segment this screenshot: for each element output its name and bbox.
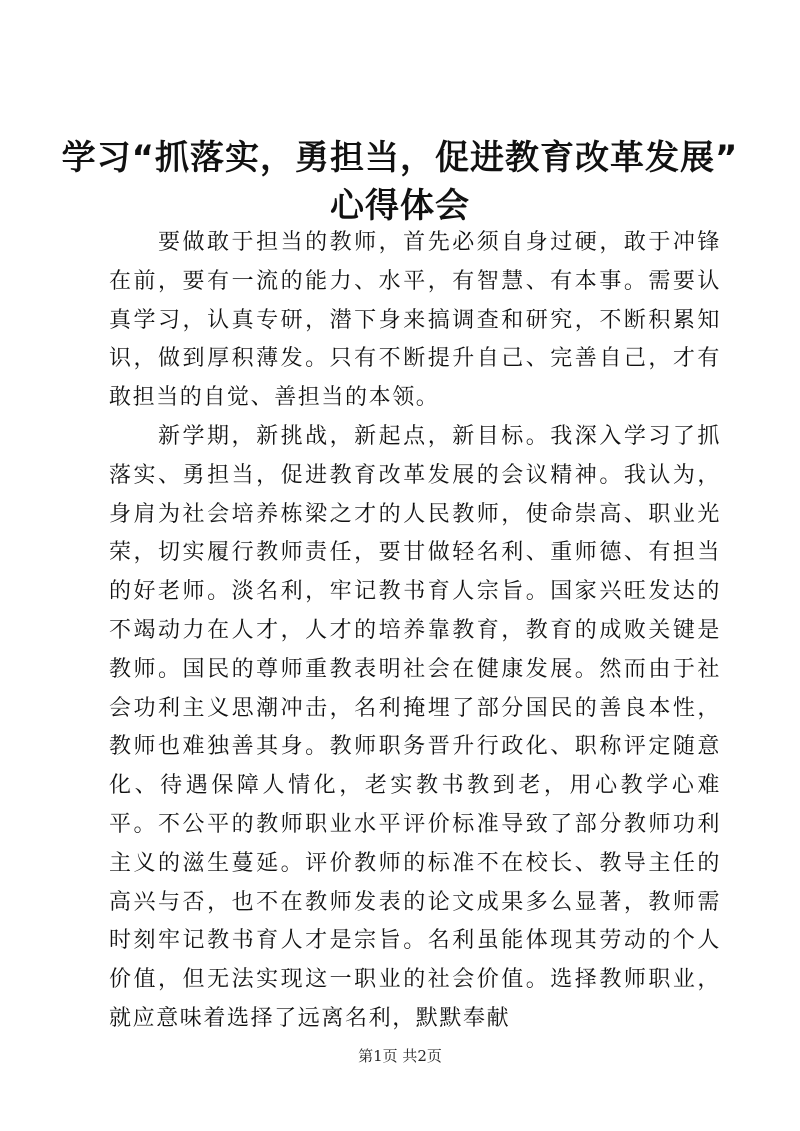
- page-footer: 第1页 共2页: [358, 1047, 442, 1065]
- document-title-line2: 心得体会: [330, 186, 470, 226]
- body-paragraph-2: 新学期，新挑战，新起点，新目标。我深入学习了抓落实、勇担当，促进教育改革发展的会议精神。我认为，身肩为社会培养栋梁之才的人民教师，使命崇高、职业光荣，切实履行教师责任，要甘做轻名利、重师德、有担当的好老师。淡名利，牢记教书育人宗旨。国家兴旺发达的不竭动力在人才，人才的培养靠教育，教育的成败关键是教师。国民的尊师重教表明社会在健康发展。然而由于社会功利主义思潮冲击，名利掩埋了部分国民的善良本性，教师也难独善其身。教师职务晋升行政化、职称评定随意化、待遇保障人情化，老实教书教到老，用心教学心难平。不公平的教师职业水平评价标准导致了部分教师功利主义的滋生蔓延。评价教师的标准不在校长、教导主任的高兴与否，也不在教师发表的论文成果多么显著，教师需时刻牢记教书育人才是宗旨。名利虽能体现其劳动的个人价值，但无法实现这一职业的社会价值。选择教师职业，就应意味着选择了远离名利，默默奉献: [109, 423, 721, 1031]
- body-paragraph-1: 要做敢于担当的教师，首先必须自身过硬，敢于冲锋在前，要有一流的能力、水平，有智慧、有本事。需要认真学习，认真专研，潜下身来搞调查和研究，不断积累知识，做到厚积薄发。只有不断提升自己、完善自己，才有敢担当的自觉、善担当的本领。: [109, 230, 721, 411]
- document-body: [109, 224, 721, 1039]
- document-title-line1: 学习“抓落实，勇担当，促进教育改革发展”: [61, 138, 739, 178]
